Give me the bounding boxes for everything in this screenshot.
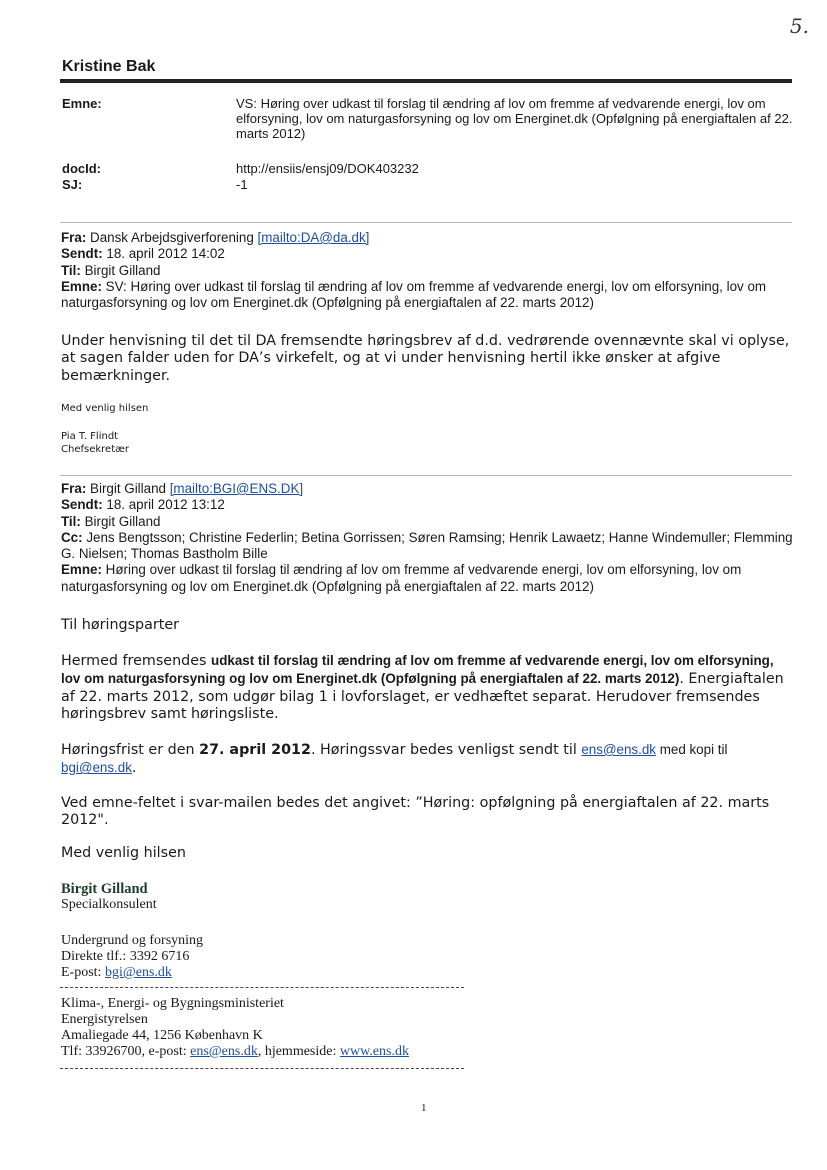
header-rule bbox=[60, 79, 792, 83]
email2-paragraph-1: Hermed fremsendes udkast til forslag til ændring af lov om fremme af vedvarende energi, lov om elforsyning, lov om naturgasforsyning og lov om Energinet.dk (Opfølgning på energiaftalen af 22. marts 2012). Energiaftalen af 22. marts 2012, som udgør bilag 1 i lovforslaget, er vedhæftet separat. Herudover fremsendes høringsbrev samt høringsliste. bbox=[61, 653, 784, 722]
email1-sent-row: Sendt: 18. april 2012 14:02 bbox=[61, 246, 225, 262]
email2-bgi-link[interactable]: bgi@ens.dk bbox=[61, 760, 132, 776]
agency-address: Amaliegade 44, 1256 København K bbox=[61, 1028, 263, 1043]
email1-from-link[interactable]: [mailto:DA@da.dk] bbox=[257, 230, 370, 245]
email2-deadline: 27. april 2012 bbox=[199, 742, 311, 758]
email2-bill-title: udkast til forslag til ændring af lov om fremme af vedvarende energi, lov om elforsyning, lov om naturgasforsyning og lov om Energinet.dk (Opfølgning på energiaftalen af 22. marts 2012) bbox=[61, 653, 774, 687]
email2-subject-row: Emne: Høring over udkast til forslag til ændring af lov om fremme af vedvarende energi, lov om elforsyning, lov om naturgasforsyning og lov om Energinet.dk (Opfølgning på energiaftalen af 22. marts 2012) bbox=[61, 562, 742, 594]
docid-label: docId: bbox=[62, 161, 101, 176]
email1-header bbox=[61, 230, 796, 311]
corner-page-mark: 5. bbox=[789, 14, 809, 38]
email1-from-row: Fra: Dansk Arbejdsgiverforening [mailto:DA@da.dk] bbox=[61, 230, 370, 245]
email2-direct-phone: Direkte tlf.: 3392 6716 bbox=[61, 949, 190, 964]
email2-header bbox=[61, 481, 796, 595]
sender-name: Kristine Bak bbox=[62, 58, 156, 75]
emne-value: VS: Høring over udkast til forslag til ændring af lov om fremme af vedvarende energi, lov om elforsyning, lov om naturgasforsyning og lov om Energinet.dk (Opfølgning på energiaftalen af 22. marts 2012) bbox=[236, 96, 793, 141]
email2-from-link[interactable]: [mailto:BGI@ENS.DK] bbox=[169, 481, 304, 496]
separator-rule bbox=[60, 475, 792, 476]
email2-closing: Med venlig hilsen bbox=[61, 845, 186, 861]
separator-rule bbox=[60, 222, 792, 223]
email2-to-row: Til: Birgit Gilland bbox=[61, 513, 161, 529]
email1-to-row: Til: Birgit Gilland bbox=[61, 262, 161, 278]
agency-email-link[interactable]: ens@ens.dk bbox=[190, 1044, 258, 1059]
email2-paragraph-2: Høringsfrist er den 27. april 2012. Høringssvar bedes venligst sendt til ens@ens.dk med kopi til bgi@ens.dk. bbox=[61, 742, 728, 777]
ministry-name: Klima-, Energi- og Bygningsministeriet bbox=[61, 996, 284, 1011]
email2-ens-link[interactable]: ens@ens.dk bbox=[581, 742, 656, 757]
agency-name: Energistyrelsen bbox=[61, 1012, 148, 1027]
email2-signature-email-link[interactable]: bgi@ens.dk bbox=[104, 965, 172, 980]
email2-from-row: Fra: Birgit Gilland [mailto:BGI@ENS.DK] bbox=[61, 481, 304, 496]
agency-website-link[interactable]: www.ens.dk bbox=[339, 1044, 409, 1059]
page-number: 1 bbox=[421, 1102, 427, 1114]
sj-value: -1 bbox=[236, 177, 248, 192]
email2-email-row: E-post: bgi@ens.dk bbox=[61, 965, 172, 980]
signature-dashed-rule bbox=[60, 987, 464, 988]
email2-signature-title: Specialkonsulent bbox=[61, 897, 157, 912]
agency-contact-row: Tlf: 33926700, e-post: ens@ens.dk, hjemmeside: www.ens.dk bbox=[61, 1044, 409, 1059]
email1-subject-row: Emne: SV: Høring over udkast til forslag til ændring af lov om fremme af vedvarende energi, lov om elforsyning, lov om naturgasforsyning og lov om Energinet.dk (Opfølgning på energiaftalen af 22. marts 2012) bbox=[61, 278, 767, 311]
emne-label: Emne: bbox=[62, 96, 102, 111]
signature-dashed-rule bbox=[60, 1068, 464, 1069]
email2-sent-row: Sendt: 18. april 2012 13:12 bbox=[61, 497, 225, 513]
email2-paragraph-3: Ved emne-feltet i svar-mailen bedes det angivet: ”Høring: opfølgning på energiaftalen af 22. marts 2012". bbox=[61, 795, 770, 829]
docid-value: http://ensiis/ensj09/DOK403232 bbox=[236, 161, 419, 176]
email1-signature-title: Chefsekretær bbox=[61, 444, 130, 455]
email1-closing: Med venlig hilsen bbox=[61, 403, 149, 414]
email2-greeting: Til høringsparter bbox=[61, 617, 180, 633]
email1-body: Under henvisning til det til DA fremsendte høringsbrev af d.d. vedrørende ovennævnte skal vi oplyse, at sagen falder uden for DA’s virkefelt, og at vi under henvisning hertil ikke ønsker at afgive bemærkninger. bbox=[61, 333, 790, 384]
sj-label: SJ: bbox=[62, 177, 83, 192]
email2-cc-row: Cc: Jens Bengtsson; Christine Federlin; Betina Gorrissen; Søren Ramsing; Henrik Lawaetz; Hanne Windemuller; Flemming G. Nielsen; Thomas Bastholm Bille bbox=[61, 529, 793, 562]
email2-department: Undergrund og forsyning bbox=[61, 933, 204, 948]
email1-signature-name: Pia T. Flindt bbox=[61, 431, 119, 442]
email2-signature-name: Birgit Gilland bbox=[61, 881, 148, 897]
